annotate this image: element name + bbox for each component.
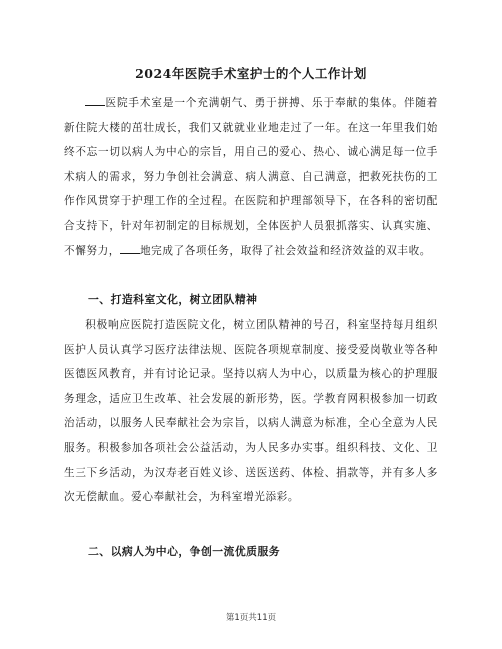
intro-text-part2: 地完成了各项任务，取得了社会效益和经济效益的双丰收。 [139,244,432,257]
section1-paragraph [64,313,438,510]
blank-underline [85,96,105,106]
section-heading-2: 二、以病人为中心，争创一流优质服务 [88,545,281,558]
section-heading-1: 一、打造科室文化，树立团队精神 [88,293,258,306]
intro-text-part1: 医院手术室是一个充满朝气、勇于拼搏、乐于奉献的集体。伴随着新住院大楼的茁壮成长，我们又就就业业地走过了一年。在这一年里我们始终不忘一切以病人为中心的宗旨，用自己的爱心、热心、诚心满足每一位手术病人的需求，努力争创社会满意、病人满意、自己满意，把救死扶伤的工作作风贯穿于护理工作的全过程。在医院和护理部领导下，在各科的密切配合支持下，针对年初制定的目标规划，全体医护人员狠抓落实、认真实施、不懈努力， [64,97,438,257]
intro-paragraph [64,91,438,263]
page-title: 2024年医院手术室护士的个人工作计划 [135,66,367,81]
page-footer: 第1页共11页 [225,613,277,623]
blank-underline [120,244,140,254]
section1-text: 积极响应医院打造医院文化，树立团队精神的号召，科室坚持每月组织医护人员认真学习医疗法律法规、医院各项规章制度、接受爱岗敬业等各种医德医风教育，并有讨论记录。坚持以病人为中心，以质量为核心的护理服务理念，适应卫生改革、社会发展的新形势，医。学教育网积极参加一切政治活动，以服务人民奉献社会为宗旨，以病人满意为标准，全心全意为人民服务。积极参加各项社会公益活动，为人民多办实事。组织科技、文化、卫生三下乡活动，为汉寿老百姓义诊、送医送药、体检、捐款等，并有多人多次无偿献血。爱心奉献社会，为科室增光添彩。 [64,319,438,504]
